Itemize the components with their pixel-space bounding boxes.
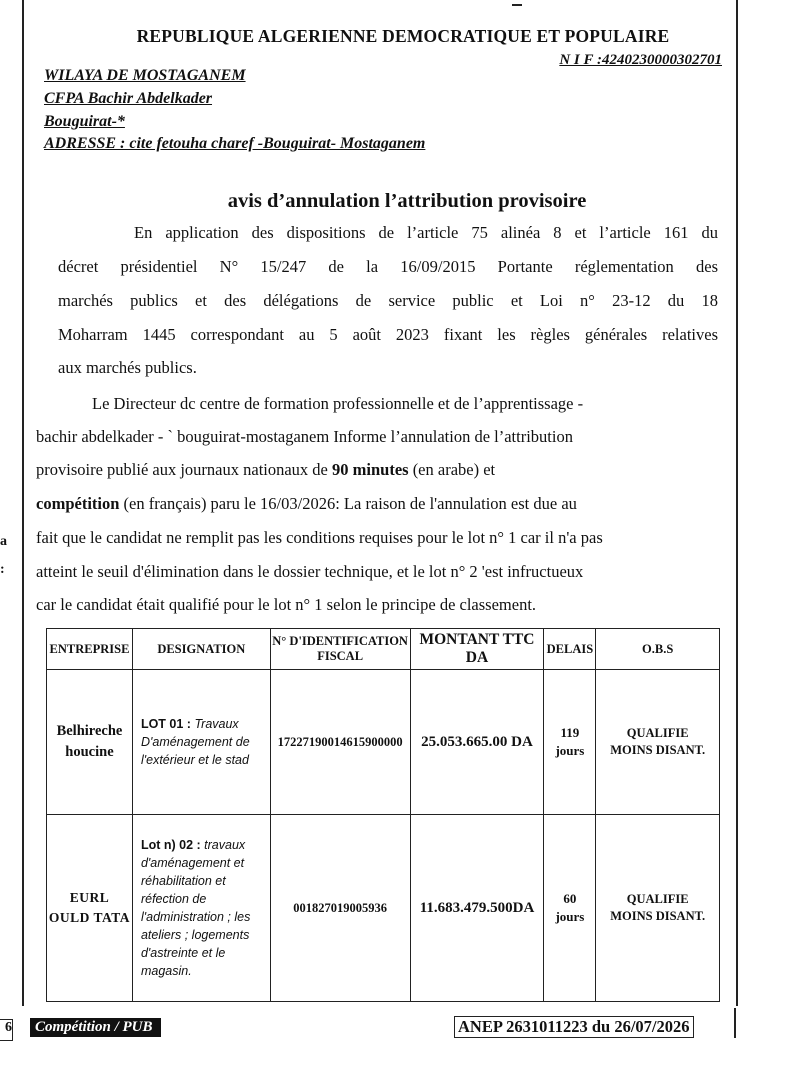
cell-designation: Lot n) 02 : travaux d'aménagement et réhabilitation et réfection de l'administration ; les ateliers ; logements d'astreinte et le magasin. — [132, 815, 270, 1002]
cell-entreprise: Belhireche houcine — [47, 670, 133, 815]
paragraph-1-line: marchés publics et des délégations de service public et Loi n° 23-12 du 18 — [58, 291, 718, 310]
paragraph-1-line: décret présidentiel N° 15/247 de la 16/09/2015 Portante réglementation des — [58, 257, 718, 276]
header-montant: MONTANT TTC DA — [410, 629, 544, 670]
paragraph-2-line: car le candidat était qualifié pour le lot n° 1 selon le principe de classement. — [36, 595, 537, 614]
address-line: ADRESSE : cite fetouha charef -Bouguirat- Mostaganem — [44, 135, 426, 152]
anep-reference: ANEP 2631011223 du 26/07/2026 — [454, 1016, 694, 1038]
cell-montant: 11.683.479.500DA — [410, 815, 544, 1002]
cell-entreprise: EURL OULD TATA — [47, 815, 133, 1002]
paragraph-2-line: atteint le seuil d'élimination dans le dossier technique, et le lot n° 2 'est infructueux — [36, 562, 584, 581]
republic-heading: REPUBLIQUE ALGERIENNE DEMOCRATIQUE ET POPULAIRE — [136, 26, 670, 46]
cfpa-line: CFPA Bachir Abdelkader — [44, 90, 213, 107]
paragraph-1-line: En application des dispositions de l’article 75 alinéa 8 et l’article 161 du — [134, 223, 718, 242]
cell-delai: 60 jours — [544, 815, 596, 1002]
page-number: 6 — [0, 1019, 13, 1041]
header-obs: O.B.S — [596, 629, 720, 670]
paragraph-2-line: Le Directeur dc centre de formation professionnelle et de l’apprentissage - — [92, 394, 584, 413]
wilaya-line: WILAYA DE MOSTAGANEM — [44, 67, 246, 84]
margin-mark: : — [0, 562, 5, 577]
table-header-row — [47, 629, 720, 670]
attribution-table — [46, 628, 720, 1002]
header-nif: N° D'IDENTIFICATION FISCAL — [270, 629, 410, 670]
cell-obs: QUALIFIE MOINS DISANT. — [596, 815, 720, 1002]
cell-delai: 119 jours — [544, 670, 596, 815]
top-fold-mark — [512, 0, 522, 6]
paragraph-2-line: fait que le candidat ne remplit pas les conditions requises pour le lot n° 1 car il n'a pas — [36, 528, 603, 547]
newspaper-name-french: compétition — [36, 494, 120, 513]
paragraph-2-line: bachir abdelkader - ` bouguirat-mostaganem Informe l’annulation de l’attribution — [36, 427, 573, 446]
cell-nif: 17227190014615900000 — [270, 670, 410, 815]
paragraph-1-line: Moharram 1445 correspondant au 5 août 2023 fixant les règles générales relatives — [58, 325, 718, 344]
table-row — [47, 670, 720, 815]
cell-nif: 001827019005936 — [270, 815, 410, 1002]
cell-montant: 25.053.665.00 DA — [410, 670, 544, 815]
publisher-badge: Compétition / PUB — [30, 1018, 161, 1037]
header-designation: DESIGNATION — [132, 629, 270, 670]
newspaper-name-arabic: 90 minutes — [332, 460, 409, 479]
city-line: Bouguirat-* — [44, 113, 125, 130]
table-row — [47, 815, 720, 1002]
notice-title: avis d’annulation l’attribution provisoire — [227, 190, 587, 212]
cell-obs: QUALIFIE MOINS DISANT. — [596, 670, 720, 815]
header-delais: DELAIS — [544, 629, 596, 670]
paragraph-1-line: aux marchés publics. — [58, 358, 197, 377]
paragraph-2-line: compétition (en français) paru le 16/03/2026: La raison de l'annulation est due au — [36, 494, 577, 513]
header-entreprise: ENTREPRISE — [47, 629, 133, 670]
nif-number: N I F :4240230000302701 — [559, 52, 722, 68]
cell-designation: LOT 01 : Travaux D'aménagement de l'extérieur et le stad — [132, 670, 270, 815]
paragraph-2-line: provisoire publié aux journaux nationaux de 90 minutes (en arabe) et — [36, 460, 496, 479]
margin-mark: a — [0, 534, 7, 549]
footer-divider — [734, 1008, 736, 1038]
